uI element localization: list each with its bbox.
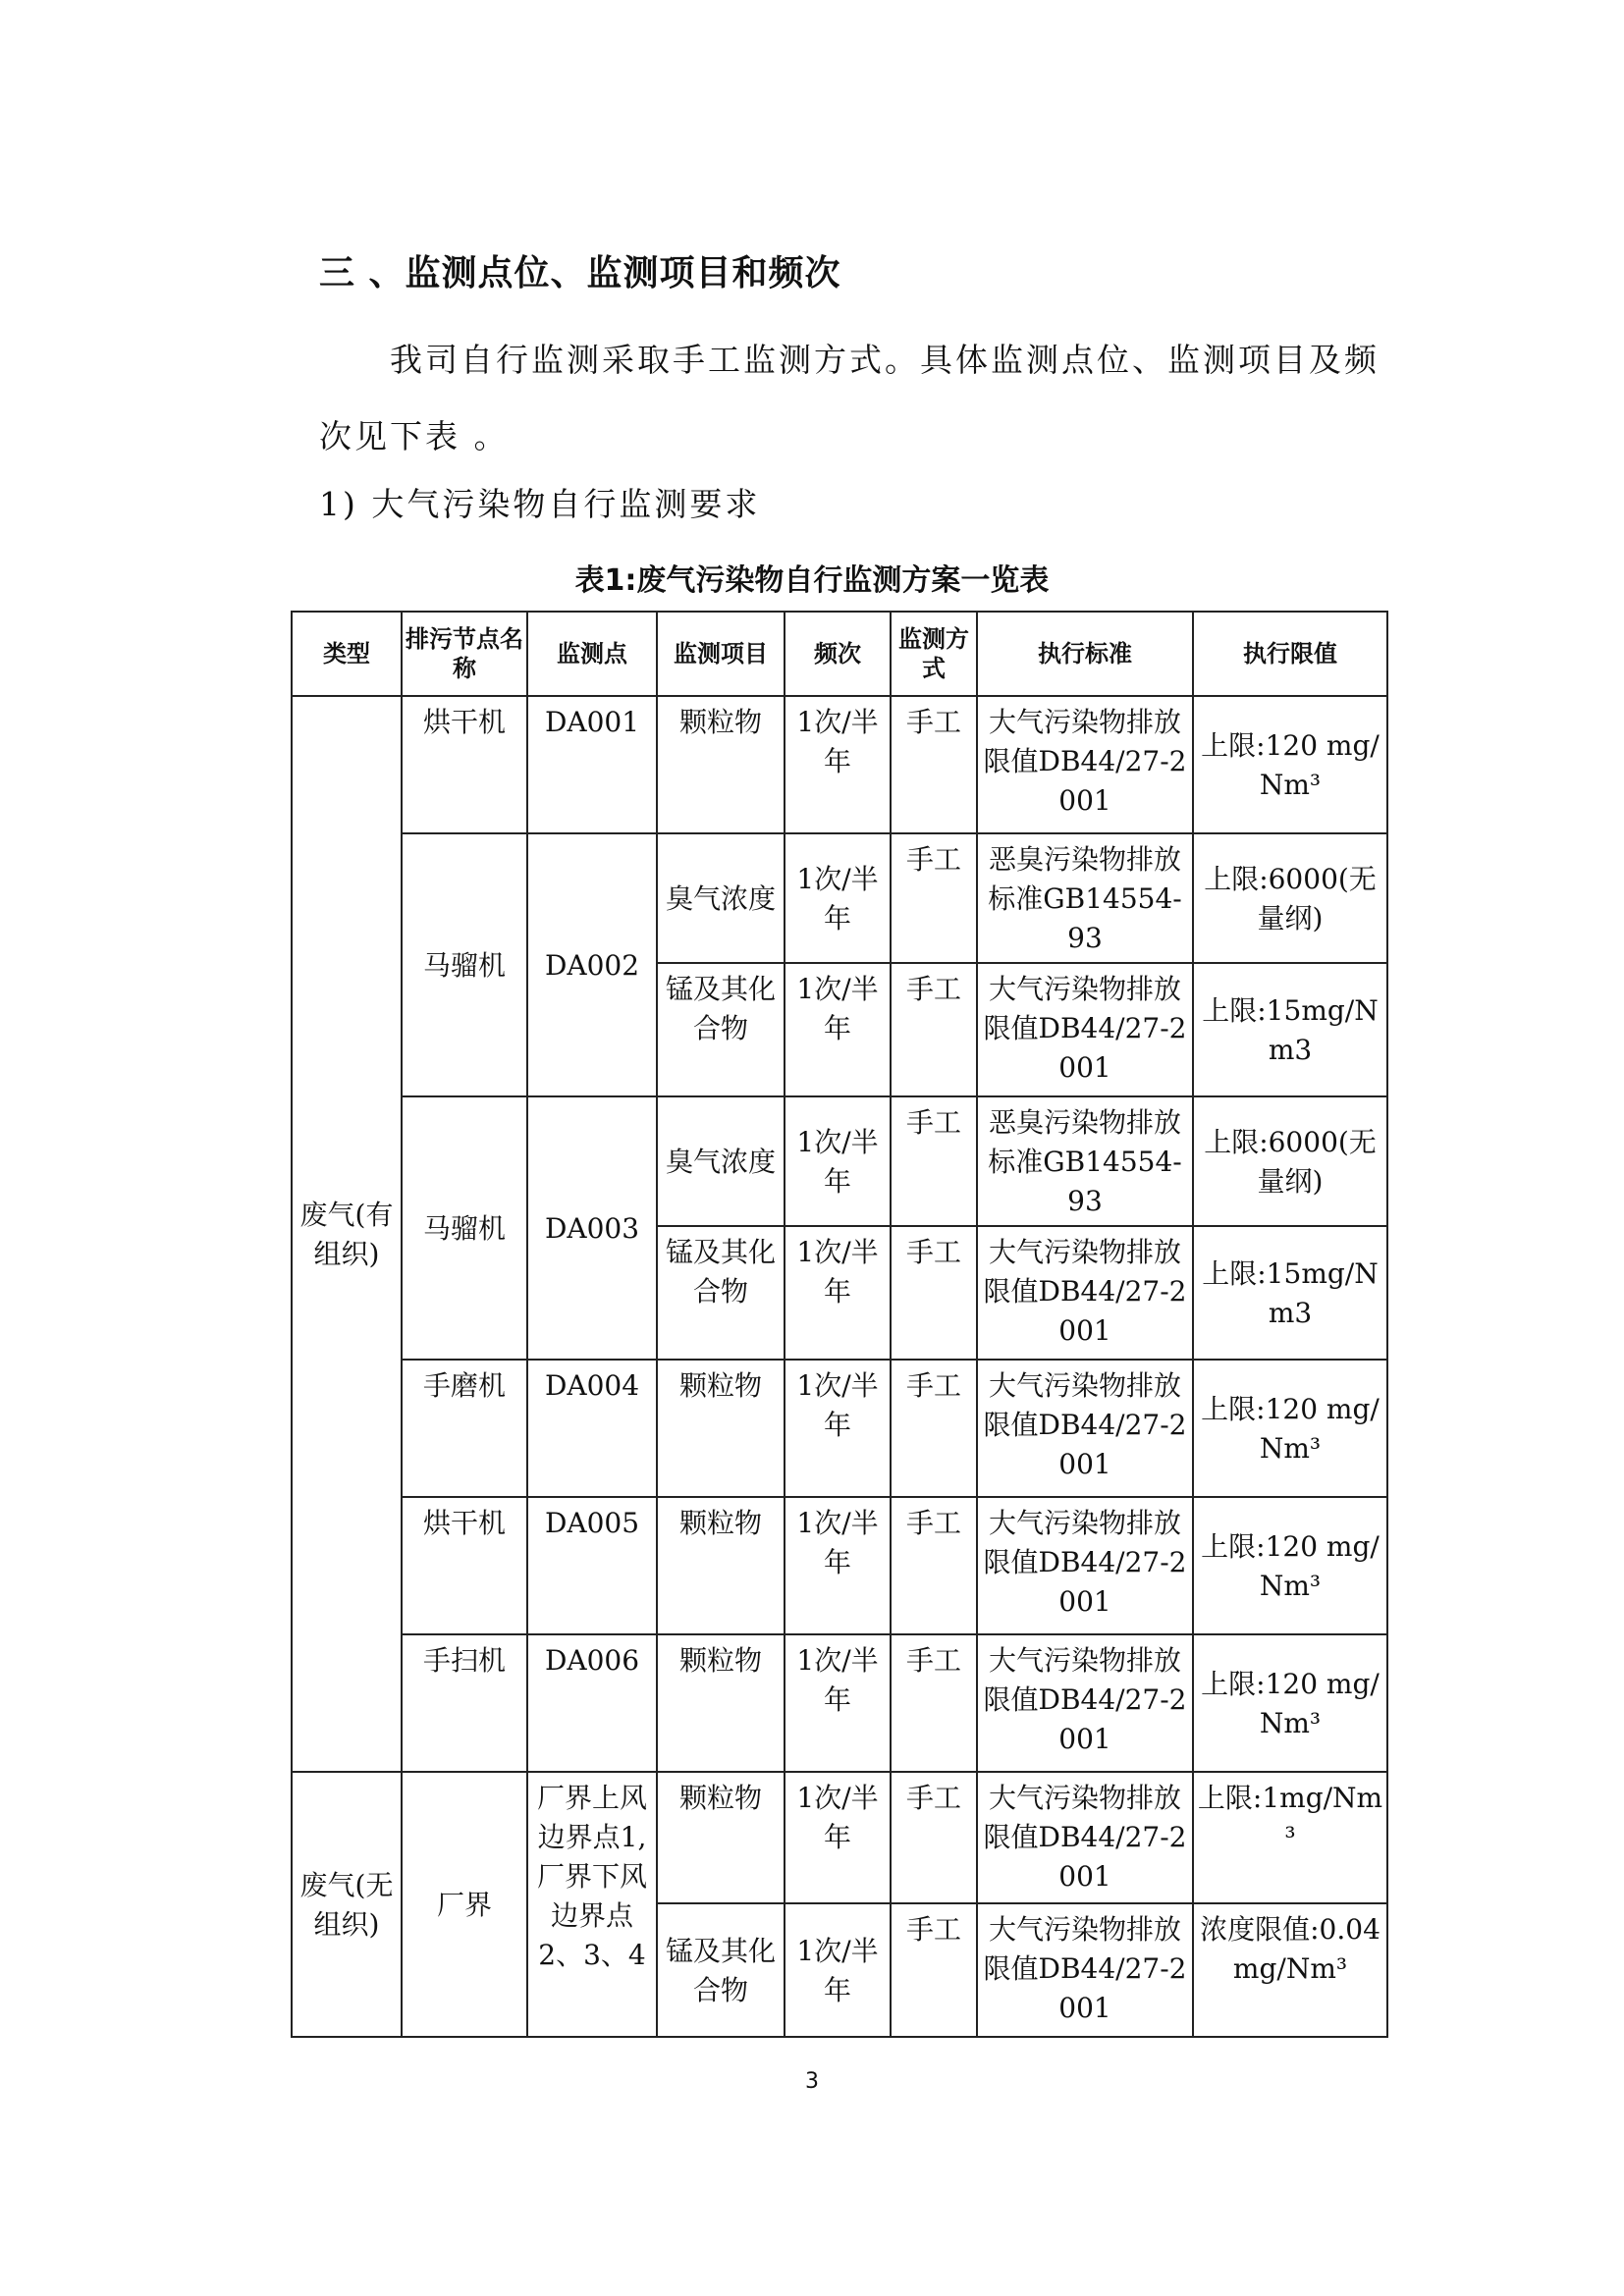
header-method: 监测方式 — [891, 612, 977, 696]
method-cell: 手工 — [891, 1497, 977, 1634]
limit-cell: 上限:6000(无量纲) — [1193, 1096, 1387, 1226]
table-row — [292, 1497, 1387, 1634]
limit-cell: 上限:120 mg/Nm³ — [1193, 1634, 1387, 1772]
table-row — [292, 1634, 1387, 1772]
item-cell: 锰及其化合物 — [657, 1903, 785, 2037]
table-header-row — [292, 612, 1387, 696]
header-limit: 执行限值 — [1193, 612, 1387, 696]
limit-cell: 浓度限值:0.04mg/Nm³ — [1193, 1903, 1387, 2037]
frequency-cell: 1次/半年 — [785, 696, 891, 833]
standard-cell: 大气污染物排放限值DB44/27-2001 — [977, 1226, 1193, 1360]
frequency-cell: 1次/半年 — [785, 1096, 891, 1226]
frequency-cell: 1次/半年 — [785, 1903, 891, 2037]
subheading: 1) 大气污染物自行监测要求 — [319, 485, 761, 523]
header-node: 排污节点名称 — [402, 612, 527, 696]
standard-cell: 恶臭污染物排放标准GB14554-93 — [977, 1096, 1193, 1226]
node-cell: 厂界 — [402, 1772, 527, 2037]
header-standard: 执行标准 — [977, 612, 1193, 696]
standard-cell: 大气污染物排放限值DB44/27-2001 — [977, 963, 1193, 1096]
table-row — [292, 1360, 1387, 1497]
standard-cell: 大气污染物排放限值DB44/27-2001 — [977, 1360, 1193, 1497]
method-cell: 手工 — [891, 1772, 977, 1903]
intro-paragraph: 我司自行监测采取手工监测方式。具体监测点位、监测项目及频 次见下表 。 — [319, 341, 1380, 455]
frequency-cell: 1次/半年 — [785, 833, 891, 963]
standard-cell: 大气污染物排放限值DB44/27-2001 — [977, 1634, 1193, 1772]
method-cell: 手工 — [891, 963, 977, 1096]
table-row — [292, 696, 1387, 833]
node-cell: 马骝机 — [402, 833, 527, 1096]
frequency-cell: 1次/半年 — [785, 963, 891, 1096]
table-row — [292, 833, 1387, 963]
limit-cell: 上限:6000(无量纲) — [1193, 833, 1387, 963]
table-caption: 表1:废气污染物自行监测方案一览表 — [574, 563, 1050, 598]
header-item: 监测项目 — [657, 612, 785, 696]
point-cell: 厂界上风边界点1,厂界下风边界点2、3、4 — [527, 1772, 657, 2037]
limit-cell: 上限:120 mg/Nm³ — [1193, 696, 1387, 833]
limit-cell: 上限:120 mg/Nm³ — [1193, 1360, 1387, 1497]
item-cell: 颗粒物 — [657, 1360, 785, 1497]
header-frequency: 频次 — [785, 612, 891, 696]
header-point: 监测点 — [527, 612, 657, 696]
page-number: 3 — [805, 2069, 819, 2094]
type-cell: 废气(无组织) — [292, 1772, 402, 2037]
method-cell: 手工 — [891, 833, 977, 963]
point-cell: DA002 — [527, 833, 657, 1096]
item-cell: 颗粒物 — [657, 1497, 785, 1634]
standard-cell: 大气污染物排放限值DB44/27-2001 — [977, 1903, 1193, 2037]
section-heading: 三 、监测点位、监测项目和频次 — [319, 253, 841, 294]
item-cell: 臭气浓度 — [657, 1096, 785, 1226]
item-cell: 锰及其化合物 — [657, 1226, 785, 1360]
node-cell: 烘干机 — [402, 1497, 527, 1634]
node-cell: 手磨机 — [402, 1360, 527, 1497]
item-cell: 颗粒物 — [657, 1634, 785, 1772]
item-cell: 颗粒物 — [657, 696, 785, 833]
point-cell: DA001 — [527, 696, 657, 833]
method-cell: 手工 — [891, 1096, 977, 1226]
standard-cell: 恶臭污染物排放标准GB14554-93 — [977, 833, 1193, 963]
limit-cell: 上限:15mg/Nm3 — [1193, 1226, 1387, 1360]
limit-cell: 上限:15mg/Nm3 — [1193, 963, 1387, 1096]
standard-cell: 大气污染物排放限值DB44/27-2001 — [977, 1772, 1193, 1903]
method-cell: 手工 — [891, 1226, 977, 1360]
frequency-cell: 1次/半年 — [785, 1226, 891, 1360]
method-cell: 手工 — [891, 696, 977, 833]
limit-cell: 上限:1mg/Nm³ — [1193, 1772, 1387, 1903]
item-cell: 臭气浓度 — [657, 833, 785, 963]
node-cell: 手扫机 — [402, 1634, 527, 1772]
point-cell: DA004 — [527, 1360, 657, 1497]
standard-cell: 大气污染物排放限值DB44/27-2001 — [977, 1497, 1193, 1634]
header-type: 类型 — [292, 612, 402, 696]
standard-cell: 大气污染物排放限值DB44/27-2001 — [977, 696, 1193, 833]
method-cell: 手工 — [891, 1903, 977, 2037]
type-cell: 废气(有组织) — [292, 696, 402, 1772]
method-cell: 手工 — [891, 1360, 977, 1497]
node-cell: 烘干机 — [402, 696, 527, 833]
point-cell: DA005 — [527, 1497, 657, 1634]
item-cell: 颗粒物 — [657, 1772, 785, 1903]
limit-cell: 上限:120 mg/Nm³ — [1193, 1497, 1387, 1634]
frequency-cell: 1次/半年 — [785, 1497, 891, 1634]
point-cell: DA006 — [527, 1634, 657, 1772]
table-row — [292, 1096, 1387, 1226]
monitoring-table — [291, 611, 1388, 2038]
point-cell: DA003 — [527, 1096, 657, 1360]
frequency-cell: 1次/半年 — [785, 1634, 891, 1772]
item-cell: 锰及其化合物 — [657, 963, 785, 1096]
method-cell: 手工 — [891, 1634, 977, 1772]
table-row — [292, 1772, 1387, 1903]
node-cell: 马骝机 — [402, 1096, 527, 1360]
frequency-cell: 1次/半年 — [785, 1772, 891, 1903]
frequency-cell: 1次/半年 — [785, 1360, 891, 1497]
